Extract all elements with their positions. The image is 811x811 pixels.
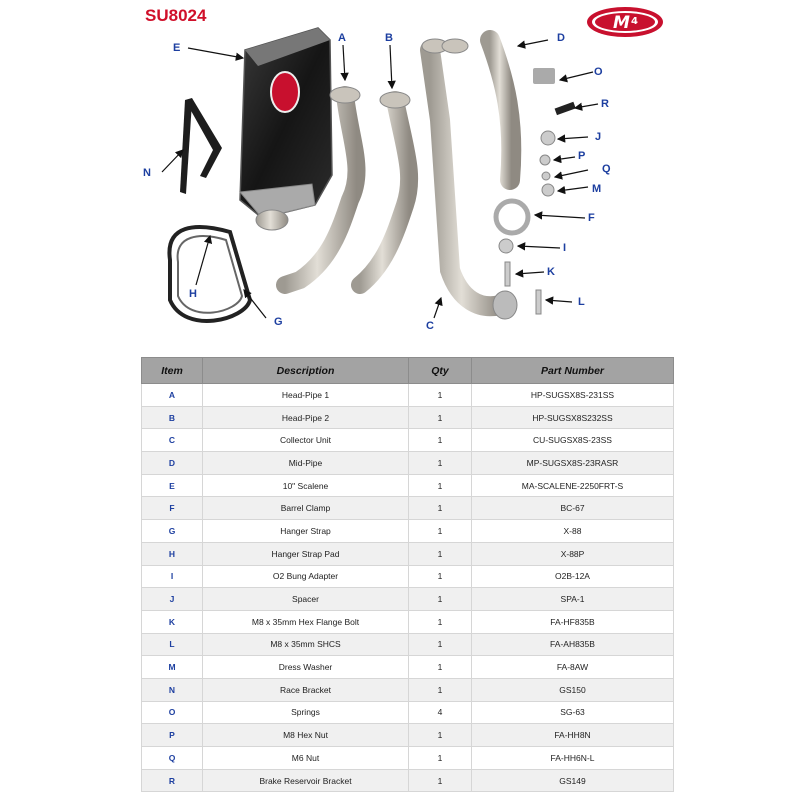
header-description: Description xyxy=(203,358,409,384)
m6-nut xyxy=(542,172,550,180)
table-row xyxy=(142,724,674,747)
row-part-number: HP-SUGSX8S232SS xyxy=(472,406,674,429)
callout-h: H xyxy=(189,288,197,300)
row-part-number: FA-HF835B xyxy=(472,610,674,633)
row-part-number: FA-HH6N-L xyxy=(472,747,674,770)
row-qty: 1 xyxy=(409,588,472,611)
table-row xyxy=(142,656,674,679)
row-description: Head-Pipe 2 xyxy=(203,406,409,429)
callout-i: I xyxy=(563,242,567,254)
row-item: A xyxy=(142,384,203,407)
table-row xyxy=(142,406,674,429)
row-item: K xyxy=(142,610,203,633)
row-item: C xyxy=(142,429,203,452)
row-description: Race Bracket xyxy=(203,678,409,701)
row-qty: 1 xyxy=(409,610,472,633)
row-item: N xyxy=(142,678,203,701)
callout-f: F xyxy=(588,212,595,224)
row-item: Q xyxy=(142,747,203,770)
row-description: Head-Pipe 1 xyxy=(203,384,409,407)
row-description: Mid-Pipe xyxy=(203,452,409,475)
row-qty: 1 xyxy=(409,452,472,475)
callout-n: N xyxy=(143,167,151,179)
table-row xyxy=(142,520,674,543)
header-qty: Qty xyxy=(409,358,472,384)
row-item: I xyxy=(142,565,203,588)
row-part-number: O2B-12A xyxy=(472,565,674,588)
row-description: Collector Unit xyxy=(203,429,409,452)
row-description: Brake Reservoir Bracket xyxy=(203,769,409,792)
row-qty: 1 xyxy=(409,565,472,588)
parts-table xyxy=(141,357,674,792)
row-qty: 1 xyxy=(409,769,472,792)
springs xyxy=(533,68,555,84)
row-description: Springs xyxy=(203,701,409,724)
callout-d: D xyxy=(557,32,565,44)
row-part-number: X-88 xyxy=(472,520,674,543)
muffler-scalene xyxy=(240,28,332,230)
row-item: H xyxy=(142,542,203,565)
callout-p: P xyxy=(578,150,586,162)
callout-q: Q xyxy=(602,163,611,175)
row-part-number: FA-8AW xyxy=(472,656,674,679)
mid-pipe xyxy=(490,40,511,180)
row-qty: 1 xyxy=(409,542,472,565)
brake-reservoir-bracket xyxy=(555,102,576,115)
row-qty: 1 xyxy=(409,678,472,701)
row-part-number: GS150 xyxy=(472,678,674,701)
row-item: O xyxy=(142,701,203,724)
row-description: Barrel Clamp xyxy=(203,497,409,520)
row-part-number: FA-HH8N xyxy=(472,724,674,747)
row-qty: 1 xyxy=(409,656,472,679)
callout-k: K xyxy=(547,266,555,278)
header-part-number: Part Number xyxy=(472,358,674,384)
parts-diagram xyxy=(0,0,811,345)
row-item: G xyxy=(142,520,203,543)
table-row xyxy=(142,610,674,633)
row-qty: 1 xyxy=(409,520,472,543)
callout-e: E xyxy=(173,42,181,54)
table-row xyxy=(142,565,674,588)
table-header-row xyxy=(142,358,674,384)
row-item: M xyxy=(142,656,203,679)
row-part-number: X-88P xyxy=(472,542,674,565)
row-part-number: FA-AH835B xyxy=(472,633,674,656)
table-row xyxy=(142,497,674,520)
row-part-number: MA-SCALENE-2250FRT-S xyxy=(472,474,674,497)
table-row xyxy=(142,747,674,770)
row-description: M8 x 35mm SHCS xyxy=(203,633,409,656)
hanger-strap xyxy=(169,227,250,321)
row-part-number: GS149 xyxy=(472,769,674,792)
svg-text:M: M xyxy=(613,13,630,33)
row-description: 10" Scalene xyxy=(203,474,409,497)
table-row xyxy=(142,474,674,497)
row-qty: 1 xyxy=(409,724,472,747)
row-item: F xyxy=(142,497,203,520)
barrel-clamp xyxy=(496,201,528,233)
row-description: O2 Bung Adapter xyxy=(203,565,409,588)
row-qty: 1 xyxy=(409,406,472,429)
row-description: M8 Hex Nut xyxy=(203,724,409,747)
row-description: M8 x 35mm Hex Flange Bolt xyxy=(203,610,409,633)
row-item: B xyxy=(142,406,203,429)
table-row xyxy=(142,429,674,452)
head-pipe-2 xyxy=(360,100,409,285)
callout-g: G xyxy=(274,316,283,328)
callout-c: C xyxy=(426,320,434,332)
table-row xyxy=(142,769,674,792)
table-row xyxy=(142,678,674,701)
row-part-number: SG-63 xyxy=(472,701,674,724)
row-qty: 1 xyxy=(409,747,472,770)
svg-text:4: 4 xyxy=(631,16,638,27)
row-part-number: BC-67 xyxy=(472,497,674,520)
row-qty: 1 xyxy=(409,497,472,520)
table-row xyxy=(142,588,674,611)
product-code: SU8024 xyxy=(145,6,207,25)
callout-l: L xyxy=(578,296,585,308)
header-item: Item xyxy=(142,358,203,384)
collector-unit xyxy=(430,50,500,306)
row-description: Spacer xyxy=(203,588,409,611)
callout-r: R xyxy=(601,98,609,110)
row-part-number: HP-SUGSX8S-231SS xyxy=(472,384,674,407)
row-item: E xyxy=(142,474,203,497)
row-qty: 1 xyxy=(409,429,472,452)
row-description: Dress Washer xyxy=(203,656,409,679)
table-row xyxy=(142,633,674,656)
table-row xyxy=(142,542,674,565)
callout-a: A xyxy=(338,32,346,44)
row-item: P xyxy=(142,724,203,747)
dress-washer xyxy=(542,184,554,196)
shcs-bolt xyxy=(536,290,541,314)
callout-o: O xyxy=(594,66,603,78)
row-description: Hanger Strap Pad xyxy=(203,542,409,565)
spacer xyxy=(541,131,555,145)
row-qty: 1 xyxy=(409,384,472,407)
row-part-number: SPA-1 xyxy=(472,588,674,611)
row-item: J xyxy=(142,588,203,611)
row-item: D xyxy=(142,452,203,475)
flange-bolt xyxy=(505,262,510,286)
hex-nut xyxy=(540,155,550,165)
row-part-number: CU-SUGSX8S-23SS xyxy=(472,429,674,452)
o2-bung-adapter xyxy=(499,239,513,253)
row-part-number: MP-SUGSX8S-23RASR xyxy=(472,452,674,475)
row-qty: 1 xyxy=(409,474,472,497)
row-item: L xyxy=(142,633,203,656)
row-description: M6 Nut xyxy=(203,747,409,770)
callout-b: B xyxy=(385,32,393,44)
row-description: Hanger Strap xyxy=(203,520,409,543)
table-row xyxy=(142,452,674,475)
row-item: R xyxy=(142,769,203,792)
table-row xyxy=(142,384,674,407)
row-qty: 1 xyxy=(409,633,472,656)
table-row xyxy=(142,701,674,724)
callout-m: M xyxy=(592,183,602,195)
row-qty: 4 xyxy=(409,701,472,724)
callout-j: J xyxy=(595,131,602,143)
